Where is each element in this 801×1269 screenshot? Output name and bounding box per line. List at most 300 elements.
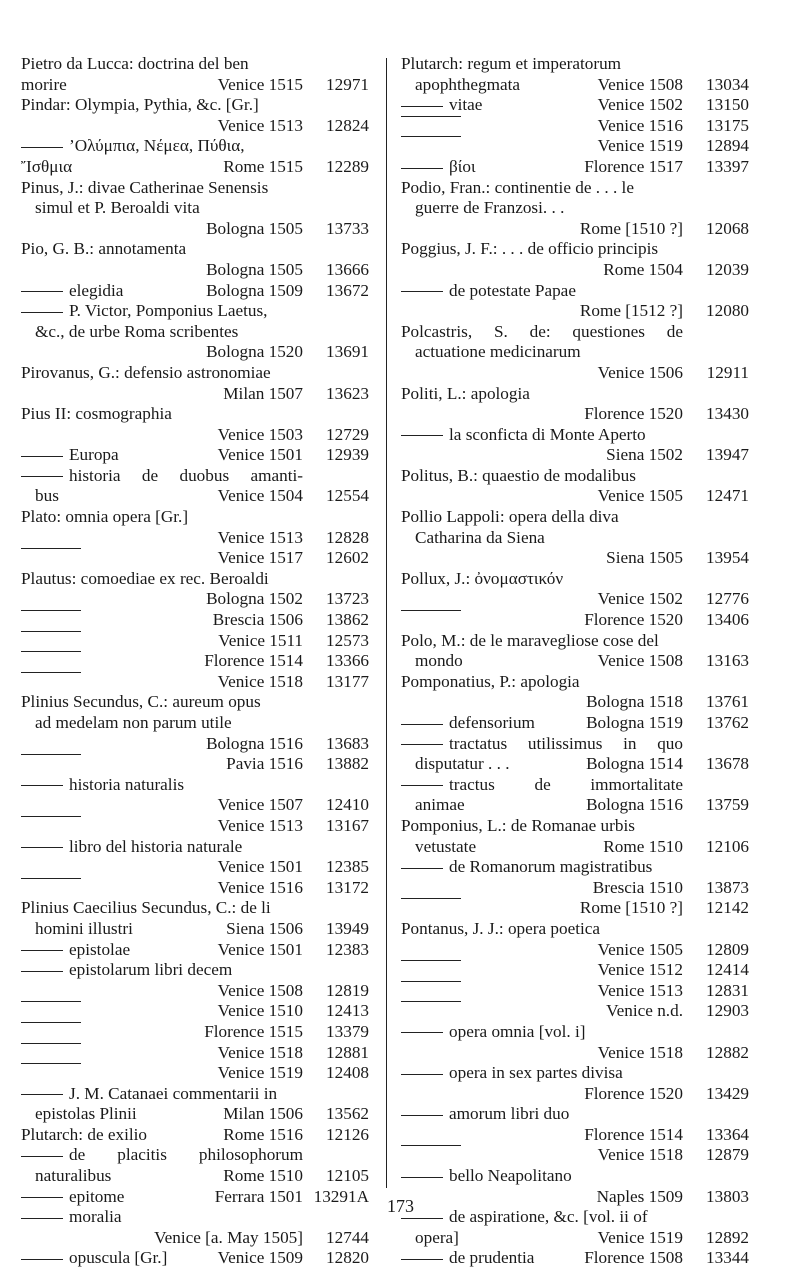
index-line bbox=[401, 940, 749, 961]
entry-title: historia de duobus amanti- bbox=[69, 465, 303, 485]
entry-imprint: Bologna 1514 bbox=[586, 754, 683, 774]
entry-title: Polcastris, S. de: questiones de bbox=[401, 321, 683, 341]
ditto-rule bbox=[401, 610, 461, 611]
catalogue-number: 13666 bbox=[326, 259, 369, 279]
catalogue-number: 13163 bbox=[706, 651, 749, 671]
index-line bbox=[401, 116, 749, 137]
index-line bbox=[21, 136, 369, 157]
entry-imprint: Venice 1501 bbox=[217, 445, 303, 465]
catalogue-number: 13406 bbox=[706, 610, 749, 630]
index-line bbox=[21, 425, 369, 446]
entry-title: Europa bbox=[69, 445, 119, 465]
entry-title: βίοι bbox=[449, 156, 476, 176]
entry-title: mondo bbox=[415, 651, 463, 671]
catalogue-number: 12894 bbox=[706, 136, 749, 156]
index-line bbox=[401, 136, 749, 157]
page-number: 173 bbox=[387, 1196, 414, 1216]
ditto-rule bbox=[21, 785, 63, 786]
index-line bbox=[401, 260, 749, 281]
ditto-rule bbox=[401, 1001, 461, 1002]
entry-imprint: Florence 1520 bbox=[584, 1083, 683, 1103]
index-line bbox=[21, 1104, 369, 1125]
entry-imprint: Bologna 1516 bbox=[586, 795, 683, 815]
entry-title: opera in sex partes divisa bbox=[449, 1063, 623, 1083]
index-line bbox=[401, 178, 749, 199]
ditto-rule bbox=[21, 456, 63, 457]
entry-imprint: Florence 1508 bbox=[584, 1248, 683, 1268]
catalogue-number: 12602 bbox=[326, 548, 369, 568]
index-line bbox=[401, 589, 749, 610]
entry-imprint: Rome 1516 bbox=[223, 1124, 303, 1144]
catalogue-number: 13761 bbox=[706, 692, 749, 712]
entry-imprint: Venice 1509 bbox=[217, 1248, 303, 1268]
index-line bbox=[401, 878, 749, 899]
catalogue-number: 13034 bbox=[706, 74, 749, 94]
entry-imprint: Venice 1506 bbox=[597, 362, 683, 382]
ditto-rule bbox=[21, 548, 81, 549]
index-line bbox=[401, 466, 749, 487]
index-line bbox=[21, 239, 369, 260]
index-line bbox=[21, 1001, 369, 1022]
entry-imprint: Venice 1519 bbox=[597, 1227, 683, 1247]
entry-title: animae bbox=[415, 795, 465, 815]
catalogue-number: 13762 bbox=[706, 713, 749, 732]
entry-imprint: Venice 1507 bbox=[217, 795, 303, 815]
index-line bbox=[401, 1228, 749, 1249]
index-line bbox=[21, 940, 369, 961]
catalogue-number: 12142 bbox=[706, 898, 749, 918]
entry-title: Pomponius, L.: de Romanae urbis bbox=[401, 815, 635, 835]
catalogue-number: 13177 bbox=[326, 671, 369, 691]
entry-imprint: Milan 1506 bbox=[223, 1104, 303, 1124]
ditto-rule bbox=[21, 1094, 63, 1095]
catalogue-number: 12039 bbox=[706, 259, 749, 279]
catalogue-number: 12106 bbox=[706, 836, 749, 856]
entry-title: simul et P. Beroaldi vita bbox=[35, 198, 200, 218]
index-line bbox=[21, 548, 369, 569]
entry-title: epistolae bbox=[69, 939, 131, 959]
catalogue-number: 13672 bbox=[326, 280, 369, 300]
catalogue-number: 12573 bbox=[326, 630, 369, 650]
entry-title: Pius II: cosmographia bbox=[21, 404, 172, 424]
catalogue-number: 13954 bbox=[706, 548, 749, 568]
entry-imprint: Florence 1514 bbox=[204, 651, 303, 671]
index-line bbox=[401, 75, 749, 96]
index-line bbox=[401, 548, 749, 569]
entry-imprint: Florence 1520 bbox=[584, 610, 683, 630]
catalogue-number: 13803 bbox=[706, 1186, 749, 1206]
catalogue-number: 12828 bbox=[326, 527, 369, 547]
index-line bbox=[21, 342, 369, 363]
catalogue-number: 12729 bbox=[326, 424, 369, 444]
entry-title: Pirovanus, G.: defensio astronomiae bbox=[21, 362, 271, 382]
index-line bbox=[401, 795, 749, 816]
ditto-rule bbox=[401, 1115, 443, 1116]
index-line bbox=[401, 281, 749, 302]
entry-imprint: Bologna 1519 bbox=[586, 713, 683, 732]
catalogue-number: 13678 bbox=[706, 754, 749, 774]
index-line bbox=[21, 1166, 369, 1187]
index-line bbox=[21, 384, 369, 405]
index-line bbox=[401, 569, 749, 590]
index-line bbox=[21, 713, 369, 734]
entry-imprint: Venice 1518 bbox=[217, 1042, 303, 1062]
entry-title: historia naturalis bbox=[69, 774, 185, 794]
catalogue-number: 12744 bbox=[326, 1227, 369, 1247]
entry-title: Plinius Caecilius Secundus, C.: de li bbox=[21, 898, 271, 918]
catalogue-number: 13733 bbox=[326, 218, 369, 238]
entry-title: P. Victor, Pomponius Laetus, bbox=[69, 301, 268, 321]
index-line bbox=[21, 651, 369, 672]
catalogue-number: 12080 bbox=[706, 301, 749, 321]
entry-title: epistolas Plinii bbox=[35, 1104, 137, 1124]
index-line bbox=[401, 198, 749, 219]
index-line bbox=[21, 1125, 369, 1146]
entry-title: Plutarch: de exilio bbox=[21, 1124, 148, 1144]
entry-title: disputatur . . . bbox=[415, 754, 510, 774]
entry-imprint: Venice 1519 bbox=[217, 1063, 303, 1083]
index-line bbox=[401, 445, 749, 466]
catalogue-number: 13683 bbox=[326, 733, 369, 753]
index-line bbox=[401, 1166, 749, 1187]
ditto-rule bbox=[21, 312, 63, 313]
catalogue-number: 12105 bbox=[326, 1166, 369, 1186]
ditto-rule bbox=[401, 1259, 443, 1260]
ditto-rule bbox=[21, 1043, 81, 1044]
entry-title: de potestate Papae bbox=[449, 280, 576, 300]
entry-imprint: Bologna 1520 bbox=[206, 342, 303, 362]
entry-title: Pindar: Olympia, Pythia, &c. [Gr.] bbox=[21, 95, 259, 115]
index-line bbox=[401, 837, 749, 858]
entry-imprint: Venice 1516 bbox=[597, 115, 683, 135]
entry-imprint: Venice 1505 bbox=[597, 939, 683, 959]
entry-imprint: Venice 1502 bbox=[597, 589, 683, 609]
entry-imprint: Siena 1505 bbox=[606, 548, 683, 568]
entry-imprint: Siena 1502 bbox=[606, 445, 683, 465]
ditto-rule bbox=[21, 1259, 63, 1260]
entry-imprint: Venice [a. May 1505] bbox=[154, 1227, 303, 1247]
entry-imprint: Rome 1510 bbox=[223, 1166, 303, 1186]
ditto-rule bbox=[21, 291, 63, 292]
index-line bbox=[21, 981, 369, 1002]
entry-imprint: Venice 1517 bbox=[217, 548, 303, 568]
entry-imprint: Venice n.d. bbox=[606, 1001, 683, 1021]
catalogue-number: 13623 bbox=[326, 383, 369, 403]
entry-title: Poggius, J. F.: . . . de officio principis bbox=[401, 239, 659, 259]
index-line bbox=[21, 404, 369, 425]
catalogue-number: 13175 bbox=[706, 115, 749, 135]
ditto-rule bbox=[21, 1156, 63, 1157]
ditto-rule bbox=[21, 1063, 81, 1064]
entry-imprint: Brescia 1506 bbox=[212, 610, 303, 630]
catalogue-number: 12819 bbox=[326, 980, 369, 1000]
entry-imprint: Venice 1508 bbox=[217, 980, 303, 1000]
ditto-rule bbox=[21, 847, 63, 848]
index-line bbox=[401, 363, 749, 384]
catalogue-number: 12881 bbox=[326, 1042, 369, 1062]
entry-imprint: Venice 1510 bbox=[217, 1001, 303, 1021]
catalogue-number: 13172 bbox=[326, 877, 369, 897]
entry-imprint: Venice 1513 bbox=[597, 980, 683, 1000]
entry-imprint: Venice 1518 bbox=[597, 1042, 683, 1062]
index-line bbox=[21, 95, 369, 116]
entry-imprint: Venice 1501 bbox=[217, 939, 303, 959]
index-line bbox=[21, 754, 369, 775]
entry-imprint: Venice 1515 bbox=[217, 74, 303, 94]
index-line bbox=[401, 301, 749, 322]
catalogue-number: 12126 bbox=[326, 1124, 369, 1144]
index-line bbox=[21, 631, 369, 652]
right-column bbox=[401, 54, 749, 1269]
catalogue-number: 13691 bbox=[326, 342, 369, 362]
entry-imprint: Florence 1520 bbox=[584, 404, 683, 424]
catalogue-number: 12903 bbox=[706, 1001, 749, 1021]
entry-imprint: Florence 1517 bbox=[584, 156, 683, 176]
entry-title: de placitis philosophorum bbox=[69, 1145, 303, 1165]
index-line bbox=[401, 775, 749, 796]
entry-imprint: Bologna 1505 bbox=[206, 218, 303, 238]
ditto-rule bbox=[21, 610, 81, 611]
index-line bbox=[21, 178, 369, 199]
index-line bbox=[401, 816, 749, 837]
index-line bbox=[401, 404, 749, 425]
entry-imprint: Venice 1513 bbox=[217, 815, 303, 835]
entry-title: Pio, G. B.: annotamenta bbox=[21, 239, 187, 259]
catalogue-number: 12413 bbox=[326, 1001, 369, 1021]
index-line bbox=[401, 95, 749, 116]
index-line bbox=[401, 631, 749, 652]
entry-imprint: Venice 1511 bbox=[218, 630, 303, 650]
ditto-rule bbox=[401, 106, 443, 107]
entry-imprint: Venice 1503 bbox=[217, 424, 303, 444]
entry-imprint: Rome [1510 ?] bbox=[579, 898, 683, 918]
index-line bbox=[21, 569, 369, 590]
index-line bbox=[401, 1125, 749, 1146]
entry-imprint: Venice 1512 bbox=[597, 960, 683, 980]
entry-title: defensorium bbox=[449, 713, 535, 732]
entry-imprint: Bologna 1509 bbox=[206, 280, 303, 300]
left-column bbox=[21, 54, 369, 1269]
catalogue-number: 13379 bbox=[326, 1021, 369, 1041]
catalogue-number: 12383 bbox=[326, 939, 369, 959]
index-line bbox=[21, 363, 369, 384]
index-line bbox=[401, 157, 749, 178]
index-line bbox=[21, 507, 369, 528]
catalogue-number: 12879 bbox=[706, 1145, 749, 1165]
catalogue-number: 13562 bbox=[326, 1104, 369, 1124]
index-line bbox=[401, 1248, 749, 1269]
entry-title: apophthegmata bbox=[415, 74, 520, 94]
catalogue-number: 12554 bbox=[326, 486, 369, 506]
ditto-rule bbox=[401, 168, 443, 169]
entry-title: opuscula [Gr.] bbox=[69, 1248, 168, 1268]
entry-imprint: Venice 1519 bbox=[597, 136, 683, 156]
index-line bbox=[401, 1063, 749, 1084]
index-line bbox=[401, 1001, 749, 1022]
index-line bbox=[21, 837, 369, 858]
entry-imprint: Ferrara 1501 bbox=[214, 1186, 303, 1206]
entry-imprint: Bologna 1518 bbox=[586, 692, 683, 712]
catalogue-number: 12939 bbox=[326, 445, 369, 465]
entry-title: vitae bbox=[449, 95, 483, 115]
index-line bbox=[21, 54, 369, 75]
index-line bbox=[21, 734, 369, 755]
ditto-rule bbox=[21, 651, 81, 652]
ditto-rule bbox=[21, 476, 63, 477]
entry-imprint: Venice 1502 bbox=[597, 95, 683, 115]
ditto-rule bbox=[401, 1032, 443, 1033]
entry-title: Pollio Lappoli: opera della diva bbox=[401, 507, 619, 527]
ditto-rule bbox=[21, 1022, 81, 1023]
catalogue-number: 13429 bbox=[706, 1083, 749, 1103]
index-line bbox=[21, 281, 369, 302]
index-line bbox=[21, 878, 369, 899]
index-line bbox=[401, 425, 749, 446]
index-line bbox=[401, 384, 749, 405]
catalogue-number: 12385 bbox=[326, 857, 369, 877]
catalogue-number: 13344 bbox=[706, 1248, 749, 1268]
entry-title: J. M. Catanaei commentarii in bbox=[69, 1083, 278, 1103]
ditto-rule bbox=[401, 435, 443, 436]
index-line bbox=[21, 528, 369, 549]
index-line bbox=[401, 54, 749, 75]
index-line bbox=[401, 239, 749, 260]
ditto-rule bbox=[401, 136, 461, 137]
catalogue-number: 12410 bbox=[326, 795, 369, 815]
entry-title: Politus, B.: quaestio de modalibus bbox=[401, 465, 636, 485]
index-line bbox=[401, 1084, 749, 1105]
ditto-rule bbox=[401, 1074, 443, 1075]
entry-title: tractatus utilissimus in quo bbox=[449, 733, 683, 753]
entry-title: Podio, Fran.: continentie de . . . le bbox=[401, 177, 634, 197]
ditto-rule bbox=[401, 1145, 461, 1146]
entry-title: Plautus: comoediae ex rec. Beroaldi bbox=[21, 568, 269, 588]
ditto-rule bbox=[401, 744, 443, 745]
index-line bbox=[401, 528, 749, 549]
index-line bbox=[21, 301, 369, 322]
catalogue-number: 13364 bbox=[706, 1124, 749, 1144]
ditto-rule bbox=[401, 291, 443, 292]
index-line bbox=[21, 75, 369, 96]
ditto-rule bbox=[21, 672, 81, 673]
ditto-rule bbox=[21, 1218, 63, 1219]
entry-title: amorum libri duo bbox=[449, 1104, 570, 1124]
ditto-rule bbox=[21, 878, 81, 879]
entry-imprint: Rome 1504 bbox=[603, 259, 683, 279]
entry-imprint: Bologna 1516 bbox=[206, 733, 303, 753]
index-line bbox=[401, 507, 749, 528]
catalogue-number: 13291A bbox=[313, 1186, 369, 1206]
entry-imprint: Bologna 1505 bbox=[206, 259, 303, 279]
index-line bbox=[21, 960, 369, 981]
index-line bbox=[401, 322, 749, 343]
entry-title: Politi, L.: apologia bbox=[401, 383, 530, 403]
index-line bbox=[21, 219, 369, 240]
index-line bbox=[401, 651, 749, 672]
index-line bbox=[401, 672, 749, 693]
ditto-rule bbox=[21, 816, 81, 817]
ditto-rule bbox=[21, 631, 81, 632]
index-line bbox=[21, 1228, 369, 1249]
entry-title: Catharina da Siena bbox=[415, 527, 545, 547]
catalogue-number: 12820 bbox=[326, 1248, 369, 1268]
entry-title: de Romanorum magistratibus bbox=[449, 857, 653, 877]
ditto-rule bbox=[401, 868, 443, 869]
entry-imprint: Siena 1506 bbox=[226, 918, 303, 938]
catalogue-number: 13167 bbox=[326, 815, 369, 835]
entry-title: la sconficta di Monte Aperto bbox=[449, 424, 646, 444]
entry-title: opera omnia [vol. i] bbox=[449, 1021, 586, 1041]
entry-title: morire bbox=[21, 74, 67, 94]
entry-imprint: Rome [1510 ?] bbox=[579, 218, 683, 238]
entry-imprint: Venice 1508 bbox=[597, 651, 683, 671]
index-line bbox=[21, 486, 369, 507]
index-line bbox=[401, 960, 749, 981]
index-line bbox=[21, 466, 369, 487]
entry-title: opera] bbox=[415, 1227, 459, 1247]
index-line bbox=[21, 898, 369, 919]
catalogue-number: 12471 bbox=[706, 486, 749, 506]
entry-title: Plinius Secundus, C.: aureum opus bbox=[21, 692, 261, 712]
catalogue-number: 13397 bbox=[706, 156, 749, 176]
entry-title: elegidia bbox=[69, 280, 124, 300]
entry-title: libro del historia naturale bbox=[69, 836, 243, 856]
catalogue-number: 13759 bbox=[706, 795, 749, 815]
index-line bbox=[21, 322, 369, 343]
entry-title: Polo, M.: de le maravegliose cose del bbox=[401, 630, 659, 650]
column-divider bbox=[386, 58, 387, 1188]
ditto-rule bbox=[401, 1218, 443, 1219]
entry-title: &c., de urbe Roma scribentes bbox=[35, 321, 239, 341]
entry-title: Ἴσθμια bbox=[21, 156, 73, 176]
catalogue-number: 12824 bbox=[326, 115, 369, 135]
entry-imprint: Naples 1509 bbox=[596, 1186, 683, 1206]
index-line bbox=[401, 857, 749, 878]
entry-imprint: Florence 1514 bbox=[584, 1124, 683, 1144]
index-line bbox=[21, 1063, 369, 1084]
entry-imprint: Pavia 1516 bbox=[226, 754, 303, 774]
entry-title: Plutarch: regum et imperatorum bbox=[401, 54, 622, 73]
catalogue-number: 12776 bbox=[706, 589, 749, 609]
entry-title: Pinus, J.: divae Catherinae Senensis bbox=[21, 177, 269, 197]
index-line bbox=[21, 445, 369, 466]
catalogue-number: 13873 bbox=[706, 877, 749, 897]
catalogue-number: 12971 bbox=[326, 74, 369, 94]
entry-title: bello Neapolitano bbox=[449, 1166, 572, 1186]
entry-title: actuatione medicinarum bbox=[415, 342, 581, 362]
entry-title: Pietro da Lucca: doctrina del ben bbox=[21, 54, 249, 73]
entry-imprint: Venice 1513 bbox=[217, 115, 303, 135]
index-line bbox=[401, 1145, 749, 1166]
index-line bbox=[21, 260, 369, 281]
catalogue-number: 12892 bbox=[706, 1227, 749, 1247]
index-line bbox=[401, 919, 749, 940]
index-line bbox=[21, 1084, 369, 1105]
catalogue-number: 13947 bbox=[706, 445, 749, 465]
catalogue-number: 12408 bbox=[326, 1063, 369, 1083]
entry-title: vetustate bbox=[415, 836, 477, 856]
entry-imprint: Rome 1515 bbox=[223, 156, 303, 176]
entry-title: epistolarum libri decem bbox=[69, 960, 233, 980]
catalogue-number: 13723 bbox=[326, 589, 369, 609]
ditto-rule bbox=[21, 147, 63, 148]
catalogue-number: 13430 bbox=[706, 404, 749, 424]
index-line bbox=[21, 198, 369, 219]
entry-imprint: Florence 1515 bbox=[204, 1021, 303, 1041]
index-line bbox=[21, 610, 369, 631]
entry-title: ad medelam non parum utile bbox=[35, 713, 232, 732]
index-line bbox=[21, 692, 369, 713]
